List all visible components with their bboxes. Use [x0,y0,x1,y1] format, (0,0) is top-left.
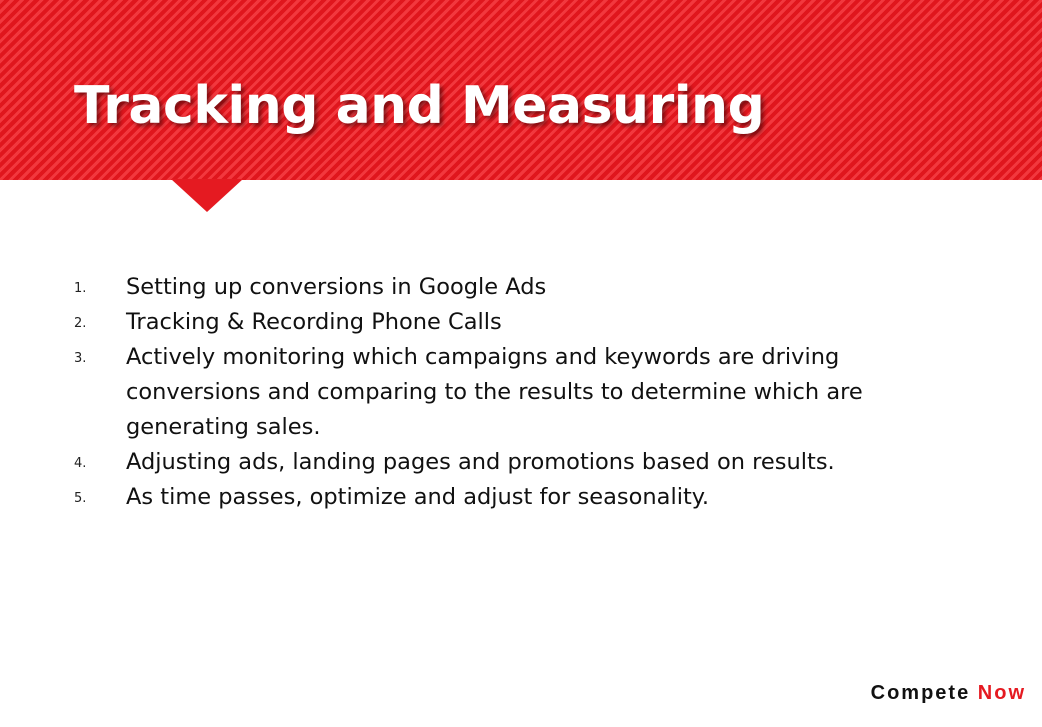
list-item-text: Setting up conversions in Google Ads [126,274,547,300]
list-item [74,445,954,480]
list-item-number: 1. [74,281,87,296]
step-list [74,270,954,515]
page-title: Tracking and Measuring [74,76,765,136]
list-item [74,480,954,515]
header-pointer [171,179,243,212]
list-item-number: 5. [74,491,87,506]
list-item-number: 3. [74,351,87,366]
list-item [74,340,954,445]
list-item [74,270,954,305]
list-item-text: Actively monitoring which campaigns and keywords are driving conversions and comparing to the results to determine which are generating sales. [126,344,863,440]
brand-logo-word-compete: Compete [870,682,971,704]
brand-logo-word-now: Now [977,682,1026,704]
list-item-text: Tracking & Recording Phone Calls [126,309,502,335]
list-item [74,305,954,340]
list-item-text: As time passes, optimize and adjust for seasonality. [126,484,710,510]
list-item-text: Adjusting ads, landing pages and promotions based on results. [126,449,835,475]
list-item-number: 2. [74,316,87,331]
list-item-number: 4. [74,456,87,471]
brand-logo [871,682,1026,705]
